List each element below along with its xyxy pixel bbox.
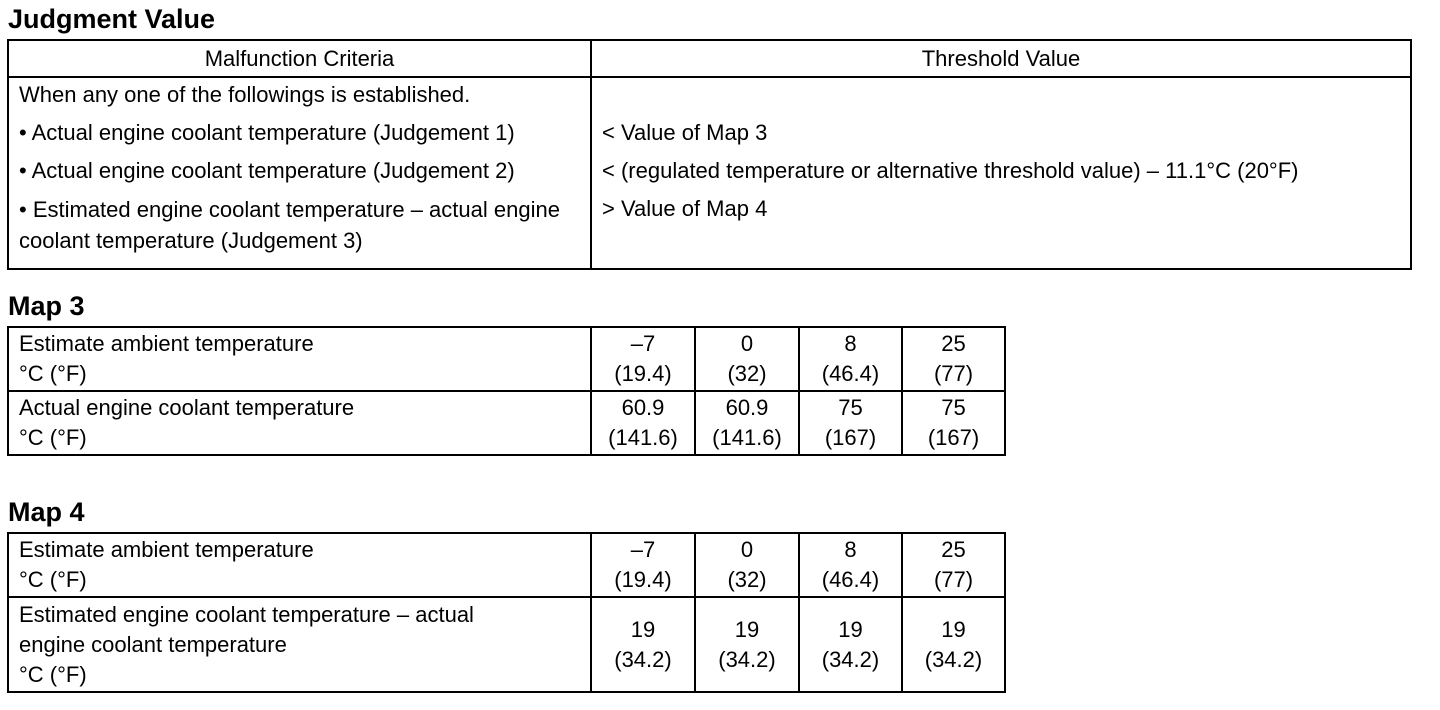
fahrenheit-value: (141.6) [712, 425, 782, 450]
row-label-line: Estimate ambient temperature [19, 331, 314, 356]
celsius-value: 25 [941, 537, 966, 562]
threshold-cell [591, 77, 1411, 269]
row-unit-line: °C (°F) [19, 661, 87, 687]
fahrenheit-value: (46.4) [821, 567, 880, 592]
fahrenheit-value: (34.2) [614, 646, 672, 672]
celsius-value: 0 [740, 537, 754, 562]
map-3-ambient-cell-4 [902, 327, 1005, 391]
threshold-judgement-2: < (regulated temperature or alternative threshold value) – 11.1°C (20°F) [602, 158, 1299, 183]
map-3-coolant-cell-2 [695, 391, 799, 455]
fahrenheit-value: (46.4) [821, 361, 880, 386]
judgment-body-row [8, 77, 1411, 269]
row-label-line: Estimated engine coolant temperature – actual [19, 601, 474, 627]
map-4-ambient-row [8, 533, 1005, 597]
map-4-ambient-cell-3 [799, 533, 902, 597]
fahrenheit-value: (34.2) [821, 646, 880, 672]
fahrenheit-value: (19.4) [614, 567, 672, 592]
celsius-value: 19 [941, 616, 966, 642]
criteria-judgement-1: • Actual engine coolant temperature (Judgement 1) [19, 120, 515, 145]
fahrenheit-value: (19.4) [614, 361, 672, 386]
map-3-table [7, 326, 1006, 456]
fahrenheit-value: (32) [727, 567, 767, 592]
map-3-coolant-row [8, 391, 1005, 455]
map-3-heading: Map 3 [8, 291, 85, 321]
celsius-value: 25 [941, 331, 966, 356]
fahrenheit-value: (32) [727, 361, 767, 386]
criteria-judgement-3: • Estimated engine coolant temperature – actual engine coolant temperature (Judgement 3) [19, 197, 560, 253]
map-3-coolant-cell-4 [902, 391, 1005, 455]
criteria-intro: When any one of the followings is established. [19, 82, 471, 107]
celsius-value: 19 [630, 616, 656, 642]
map-3-coolant-cell-1 [591, 391, 695, 455]
row-label-line: Actual engine coolant temperature [19, 395, 355, 420]
row-label-line: engine coolant temperature [19, 631, 287, 657]
celsius-value: 8 [844, 331, 857, 356]
fahrenheit-value: (34.2) [924, 646, 983, 672]
celsius-value: 0 [740, 331, 754, 356]
celsius-value: 60.9 [621, 395, 665, 420]
map-4-coolant-diff-cell-4 [902, 597, 1005, 692]
map-3-coolant-cell-3 [799, 391, 902, 455]
judgment-value-table [7, 39, 1412, 270]
map-4-heading: Map 4 [8, 497, 85, 527]
fahrenheit-value: (167) [927, 425, 980, 450]
celsius-value: 75 [941, 395, 966, 420]
map-4-table [7, 532, 1006, 693]
threshold-judgement-1: < Value of Map 3 [602, 120, 768, 145]
fahrenheit-value: (34.2) [718, 646, 776, 672]
celsius-value: –7 [630, 331, 656, 356]
judgment-header-row [8, 40, 1411, 77]
celsius-value: 75 [838, 395, 863, 420]
map-3-ambient-cell-3 [799, 327, 902, 391]
malfunction-criteria-header: Malfunction Criteria [8, 40, 591, 77]
map-4-coolant-diff-cell-1 [591, 597, 695, 692]
map-3-ambient-cell-1 [591, 327, 695, 391]
map-4-coolant-diff-label [8, 597, 591, 692]
map-4-coolant-diff-cell-2 [695, 597, 799, 692]
celsius-value: 19 [734, 616, 760, 642]
judgment-value-heading: Judgment Value [8, 4, 216, 34]
row-label-line: Estimate ambient temperature [19, 537, 314, 562]
row-unit-line: °C (°F) [19, 567, 87, 592]
map-4-ambient-label [8, 533, 591, 597]
celsius-value: 60.9 [725, 395, 769, 420]
row-unit-line: °C (°F) [19, 361, 87, 386]
celsius-value: 19 [838, 616, 863, 642]
map-3-coolant-label [8, 391, 591, 455]
row-unit-line: °C (°F) [19, 425, 87, 450]
celsius-value: –7 [630, 537, 656, 562]
threshold-judgement-3: > Value of Map 4 [602, 196, 768, 221]
fahrenheit-value: (77) [933, 567, 974, 592]
map-3-ambient-label [8, 327, 591, 391]
map-4-ambient-cell-4 [902, 533, 1005, 597]
fahrenheit-value: (141.6) [608, 425, 678, 450]
threshold-value-header: Threshold Value [591, 40, 1411, 77]
criteria-judgement-2: • Actual engine coolant temperature (Judgement 2) [19, 158, 515, 183]
criteria-cell [8, 77, 591, 269]
map-4-ambient-cell-1 [591, 533, 695, 597]
fahrenheit-value: (77) [933, 361, 974, 386]
map-4-coolant-diff-cell-3 [799, 597, 902, 692]
celsius-value: 8 [844, 537, 857, 562]
map-3-ambient-row [8, 327, 1005, 391]
map-4-coolant-diff-row [8, 597, 1005, 692]
map-4-ambient-cell-2 [695, 533, 799, 597]
fahrenheit-value: (167) [824, 425, 877, 450]
map-3-ambient-cell-2 [695, 327, 799, 391]
